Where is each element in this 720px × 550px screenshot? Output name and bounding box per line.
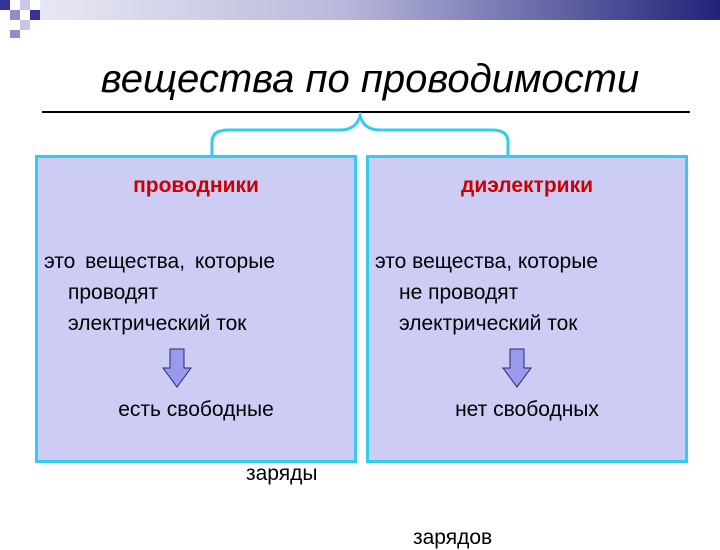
conductors-definition-line1: это вещества, которые [44,250,276,273]
conductors-definition-line2: проводят [68,281,159,304]
conductors-result-continuation: заряды [246,462,318,485]
dielectrics-result: нет свободных [455,398,599,421]
curly-brace-connector [200,112,520,158]
dielectrics-result-continuation: зарядов [413,526,493,549]
down-arrow-icon [501,348,533,388]
dielectrics-definition-line1: это вещества, которые [375,250,599,273]
conductors-heading: проводники [133,174,259,197]
dielectrics-definition [375,246,683,339]
dielectrics-box [366,155,688,463]
conductors-box [35,155,357,463]
conductors-definition-line3: электрический ток [68,312,247,335]
page-title: вещества по проводимости [100,57,640,101]
dielectrics-definition-line3: электрический ток [399,312,578,335]
dielectrics-heading: диэлектрики [460,174,593,197]
corner-decoration [0,0,720,40]
conductors-result: есть свободные [118,398,274,421]
down-arrow-icon [161,348,193,388]
conductors-definition [44,246,352,339]
dielectrics-definition-line2: не проводят [399,281,519,304]
